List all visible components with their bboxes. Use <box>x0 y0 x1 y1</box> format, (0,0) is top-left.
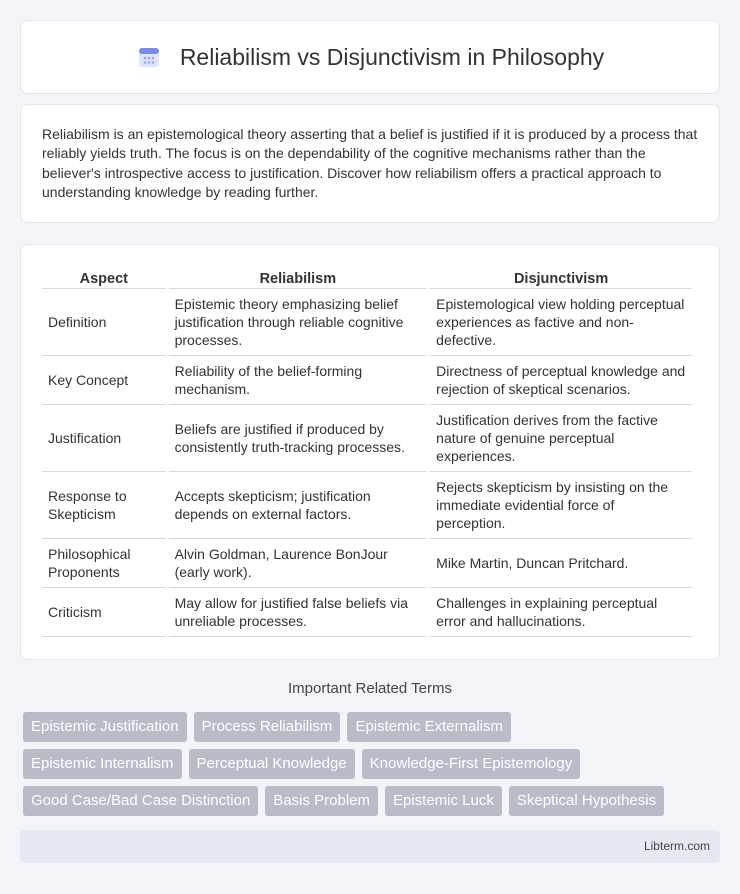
row-reliabilism: Alvin Goldman, Laurence BonJour (early work). <box>169 539 428 588</box>
row-disjunctivism: Directness of perceptual knowledge and rejection of skeptical scenarios. <box>430 356 692 405</box>
row-reliabilism: Reliability of the belief-forming mechanism. <box>169 356 428 405</box>
term-tag[interactable]: Epistemic Internalism <box>23 749 182 779</box>
term-tag[interactable]: Knowledge-First Epistemology <box>362 749 581 779</box>
intro-card <box>20 104 720 223</box>
row-aspect: Criticism <box>42 588 166 637</box>
row-aspect: Philosophical Proponents <box>42 539 166 588</box>
row-aspect: Justification <box>42 405 166 472</box>
term-tag[interactable]: Good Case/Bad Case Distinction <box>23 786 258 816</box>
row-reliabilism: May allow for justified false beliefs via unreliable processes. <box>169 588 428 637</box>
header-reliabilism: Reliabilism <box>169 265 428 289</box>
term-row <box>23 786 723 816</box>
comparison-table <box>39 265 695 637</box>
term-tag[interactable]: Epistemic Luck <box>385 786 502 816</box>
header-disjunctivism: Disjunctivism <box>430 265 692 289</box>
footer <box>20 830 720 863</box>
row-disjunctivism: Rejects skepticism by insisting on the immediate evidential force of perception. <box>430 472 692 539</box>
header-aspect: Aspect <box>42 265 166 289</box>
term-row <box>23 712 723 742</box>
related-terms-title: Important Related Terms <box>288 680 452 697</box>
term-tag[interactable]: Process Reliabilism <box>194 712 341 742</box>
row-disjunctivism: Epistemological view holding perceptual experiences as factive and non-defective. <box>430 289 692 356</box>
table-row <box>42 588 692 637</box>
footer-link[interactable]: Libterm.com <box>643 839 710 853</box>
term-tag[interactable]: Basis Problem <box>265 786 378 816</box>
row-aspect: Key Concept <box>42 356 166 405</box>
intro-text: Reliabilism is an epistemological theory asserting that a belief is justified if it is produced by a process that reliably yields truth. The focus is on the dependability of the cognitive mechanisms rather than the believer's introspective access to justification. Discover how reliabilism offers a practical approach to understanding knowledge by reading further. <box>42 126 698 201</box>
calendar-icon <box>136 44 162 70</box>
table-row <box>42 472 692 539</box>
row-disjunctivism: Justification derives from the factive nature of genuine perceptual experiences. <box>430 405 692 472</box>
row-aspect: Response to Skepticism <box>42 472 166 539</box>
table-row <box>42 289 692 356</box>
related-terms <box>23 712 723 823</box>
row-disjunctivism: Challenges in explaining perceptual error and hallucinations. <box>430 588 692 637</box>
table-row <box>42 356 692 405</box>
term-row <box>23 749 723 779</box>
row-reliabilism: Accepts skepticism; justification depends on external factors. <box>169 472 428 539</box>
row-disjunctivism: Mike Martin, Duncan Pritchard. <box>430 539 692 588</box>
term-tag[interactable]: Perceptual Knowledge <box>189 749 355 779</box>
table-row <box>42 539 692 588</box>
term-tag[interactable]: Epistemic Externalism <box>347 712 511 742</box>
term-tag[interactable]: Skeptical Hypothesis <box>509 786 664 816</box>
page-title: Reliabilism vs Disjunctivism in Philosophy <box>179 43 605 70</box>
table-header-row <box>42 265 692 289</box>
comparison-card <box>20 244 720 660</box>
row-reliabilism: Epistemic theory emphasizing belief justification through reliable cognitive processes. <box>169 289 428 356</box>
term-tag[interactable]: Epistemic Justification <box>23 712 187 742</box>
table-row <box>42 405 692 472</box>
row-aspect: Definition <box>42 289 166 356</box>
row-reliabilism: Beliefs are justified if produced by consistently truth-tracking processes. <box>169 405 428 472</box>
header-card <box>20 20 720 94</box>
